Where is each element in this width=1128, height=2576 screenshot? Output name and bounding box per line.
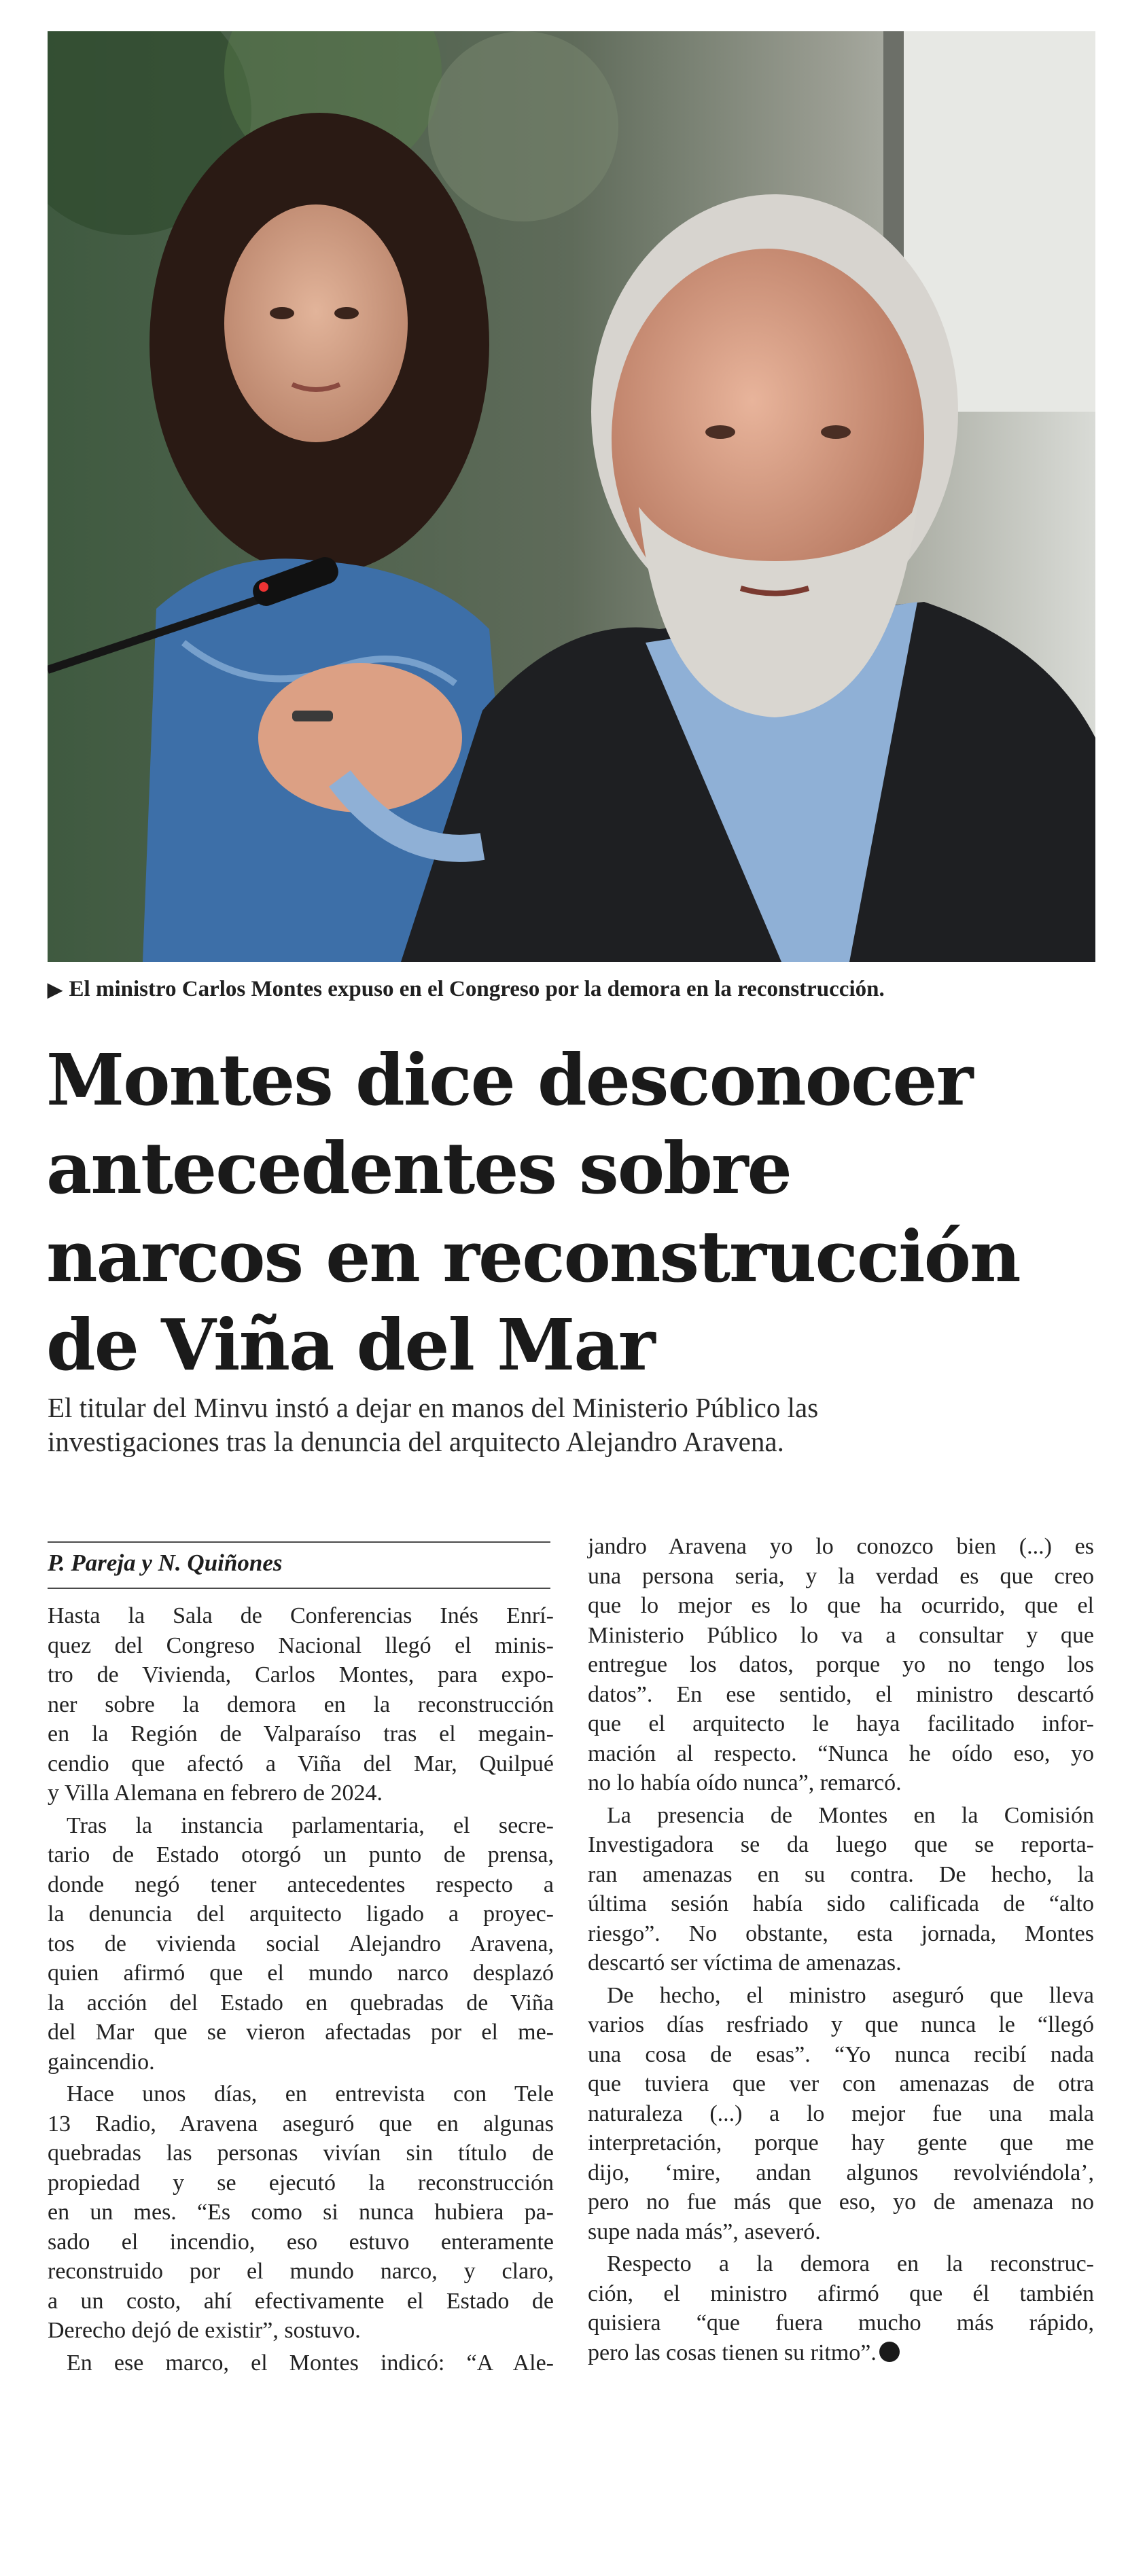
body-line: y Villa Alemana en febrero de 2024. [48, 1781, 383, 1806]
body-line: mación al respecto. “Nunca he oído eso, yo [588, 1740, 1094, 1766]
headline-line: narcos en reconstrucción [46, 1215, 1020, 1298]
body-line: una persona seria, y la verdad es que creo [588, 1563, 1094, 1589]
body-line: en un mes. “Es como si nunca hubiera pa- [48, 2200, 554, 2225]
body-line: datos”. En ese sentido, el ministro descartó [588, 1681, 1094, 1707]
body-column-right [588, 1532, 1094, 2367]
body-line: que tuviera que ver con amenazas de otra [588, 2071, 1094, 2096]
body-line: supe nada más”, aseveró. [588, 2219, 821, 2244]
body-line: que lo mejor es lo que ha ocurrido, que el [588, 1593, 1094, 1618]
body-line: no lo había oído nunca”, remarcó. [588, 1770, 902, 1795]
body-line-text: pero las cosas tienen su ritmo”. [588, 2340, 877, 2365]
body-line: pero no fue más que eso, yo de amenaza no [588, 2189, 1094, 2215]
end-of-article-dot-icon [879, 2342, 900, 2362]
body-column-left [48, 1601, 554, 2378]
caption-text: El ministro Carlos Montes expuso en el Congreso por la demora en la reconstrucción. [69, 977, 885, 1001]
body-line: la acción del Estado en quebradas de Viña [48, 1990, 554, 2016]
headline-line: antecedentes sobre [46, 1126, 791, 1210]
photo-caption [48, 975, 1108, 1005]
article-photo [48, 31, 1095, 962]
subheadline-line: El titular del Minvu instó a dejar en manos del Ministerio Público las [48, 1392, 819, 1423]
body-line: Tras la instancia parlamentaria, el secre- [67, 1812, 554, 1838]
body-line: cendio que afectó a Viña del Mar, Quilpué [48, 1751, 554, 1776]
body-line: gaincendio. [48, 2049, 155, 2075]
body-line: donde negó tener antecedentes respecto a [48, 1872, 554, 1897]
body-line: en la Región de Valparaíso tras el megain- [48, 1721, 554, 1747]
headline-line: Montes dice desconocer [46, 1038, 972, 1122]
body-line: quez del Congreso Nacional llegó el minis- [48, 1632, 554, 1658]
body-line: dijo, ‘mire, andan algunos revolviéndola’, [588, 2160, 1094, 2185]
body-line: varios días resfriado y que nunca le “llegó [588, 2012, 1094, 2037]
photo-illustration [48, 31, 1095, 962]
body-line: del Mar que se vieron afectadas por el me- [48, 2020, 554, 2045]
body-line: tario de Estado otorgó un punto de prensa, [48, 1842, 554, 1867]
body-line: Derecho dejó de existir”, sostuvo. [48, 2318, 361, 2343]
body-line: 13 Radio, Aravena aseguró que en algunas [48, 2111, 554, 2136]
body-line: sado el incendio, eso estuvo enteramente [48, 2229, 554, 2255]
body-line: quebradas las personas vivían sin título de [48, 2141, 554, 2166]
body-line: De hecho, el ministro aseguró que lleva [607, 1982, 1094, 2008]
body-line: quisiera “que fuera mucho más rápido, [588, 2310, 1094, 2336]
body-line: La presencia de Montes en la Comisión [607, 1802, 1094, 1828]
body-line: propiedad y se ejecutó la reconstrucción [48, 2170, 554, 2196]
body-line: naturaleza (...) a lo mejor fue una mala [588, 2100, 1094, 2126]
body-line: En ese marco, el Montes indicó: “A Ale- [67, 2350, 554, 2376]
body-line: interpretación, porque hay gente que me [588, 2130, 1094, 2155]
body-line: ción, el ministro afirmó que él también [588, 2280, 1094, 2306]
headline [46, 1036, 1106, 1389]
body-line: Ministerio Público lo va a consultar y que [588, 1622, 1094, 1648]
body-line: jandro Aravena yo lo conozco bien (...) es [588, 1534, 1094, 1559]
body-line: Respecto a la demora en la reconstruc- [607, 2251, 1094, 2276]
body-line: entregue los datos, porque yo no tengo los [588, 1652, 1094, 1677]
body-line: Investigadora se da luego que se reporta- [588, 1832, 1094, 1857]
headline-line: de Viña del Mar [46, 1303, 654, 1387]
byline: P. Pareja y N. Quiñones [48, 1550, 283, 1576]
body-line-final [588, 2338, 1094, 2368]
body-line: a un costo, ahí efectivamente el Estado de [48, 2288, 554, 2314]
body-line: última sesión había sido calificada de “alto [588, 1891, 1094, 1916]
body-line: la denuncia del arquitecto ligado a proyec- [48, 1901, 554, 1927]
body-line: que el arquitecto le haya facilitado infor- [588, 1711, 1094, 1736]
body-line: una cosa de esas”. “Yo nunca recibí nada [588, 2041, 1094, 2067]
body-line: reconstruido por el mundo narco, y claro, [48, 2259, 554, 2284]
byline-bottom-rule [48, 1588, 550, 1589]
body-line: Hasta la Sala de Conferencias Inés Enrí- [48, 1603, 554, 1628]
body-line: Hace unos días, en entrevista con Tele [67, 2081, 554, 2107]
body-line: riesgo”. No obstante, esta jornada, Montes [588, 1920, 1094, 1946]
body-line: descartó ser víctima de amenazas. [588, 1950, 902, 1975]
body-line: tos de vivienda social Alejandro Aravena, [48, 1931, 554, 1956]
byline-top-rule [48, 1541, 550, 1543]
body-line: tro de Vivienda, Carlos Montes, para expo- [48, 1662, 554, 1687]
subheadline-line: investigaciones tras la denuncia del arquitecto Alejandro Aravena. [48, 1426, 784, 1457]
body-line: ran amenazas en su contra. De hecho, la [588, 1861, 1094, 1887]
body-line: ner sobre la demora en la reconstrucción [48, 1692, 554, 1717]
caption-triangle-icon: ▶ [48, 980, 63, 1001]
subheadline [48, 1391, 1108, 1459]
body-line: quien afirmó que el mundo narco desplazó [48, 1961, 554, 1986]
